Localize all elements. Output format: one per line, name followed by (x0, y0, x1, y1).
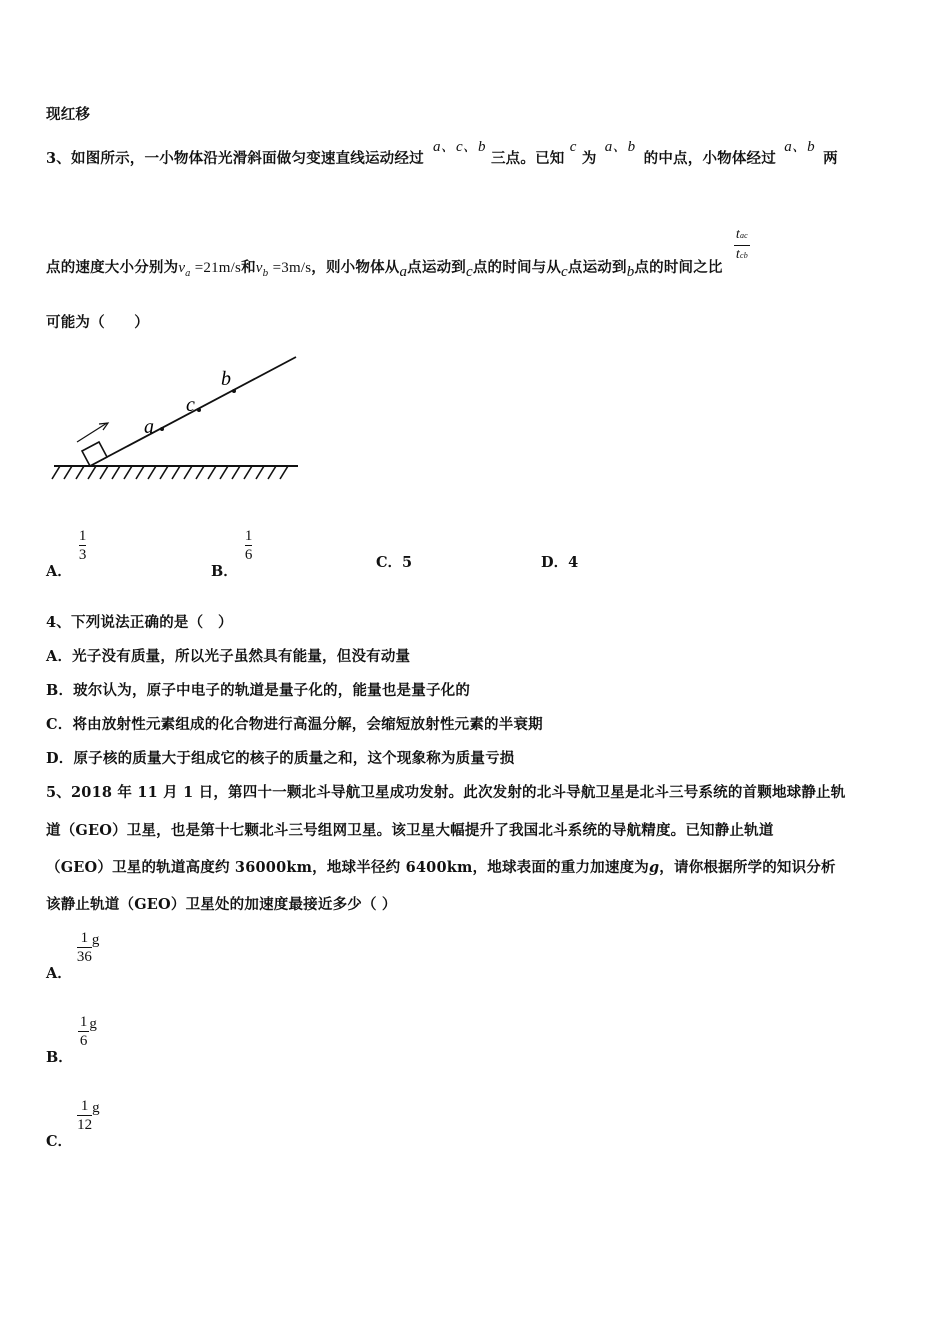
va-expression: $v_a =21m/s$ (178, 259, 242, 279)
gravity-symbol: g (648, 859, 660, 876)
q4-option-b[interactable]: B．玻尔认为，原子中电子的轨道是量子化的，能量也是量子化的 (46, 682, 471, 699)
q3-option-d[interactable]: D．4 (541, 554, 579, 571)
q3-text-2: 三点。已知 (490, 150, 565, 167)
q4-option-a[interactable]: A．光子没有质量，所以光子虽然具有能量，但没有动量 (46, 648, 411, 665)
q5-option-a[interactable]: A． $\frac{1}{36}$ g (46, 930, 100, 982)
label-c: c (186, 394, 195, 416)
q3-option-b[interactable]: B． $\frac{1}{6}$ (211, 528, 253, 580)
incline-figure (46, 345, 306, 485)
q5-line-2: 道（GEO）卫星，也是第十七颗北斗三号组网卫星。该卫星大幅提升了我国北斗系统的导航精度。已知静止轨道 (46, 822, 774, 839)
q4-option-c[interactable]: C．将由放射性元素组成的化合物进行高温分解，会缩短放射性元素的半衰期 (46, 716, 543, 733)
q3-text-4: 的中点，小物体经过 (643, 150, 776, 167)
q5-option-c[interactable]: C． $\frac{1}{12}$ g (46, 1098, 100, 1150)
q3-text-9: 点的时间与从 (472, 258, 562, 276)
point-b (232, 389, 236, 393)
q3-line-3: 可能为（ ） (46, 314, 149, 331)
block (82, 442, 107, 466)
q3-text-8: 点运动到 (407, 258, 466, 276)
label-b: b (221, 368, 231, 390)
q3-text-11: 点的时间之比 (634, 258, 723, 276)
ground-hatching (52, 466, 288, 479)
q5-line-3: （GEO）卫星的轨道高度约 36000km，地球半径约 6400km，地球表面的重力加速度为g，请你根据所学的知识分析 (46, 859, 836, 876)
q5-line-1: 5、2018 年 11 月 1 日，第四十一颗北斗导航卫星成功发射。此次发射的北斗导航卫星是北斗三号系统的首颗地球静止轨 (46, 784, 846, 801)
label-a: a (144, 416, 154, 438)
q3-line-1 (46, 139, 838, 168)
vb-expression: $v_b =3m/s$ (255, 259, 312, 279)
q3-text-7: ，则小物体从 (311, 258, 400, 276)
q3-and: 和 (241, 258, 256, 276)
q3-line-2 (46, 226, 750, 280)
q3-points-ab: a、b (604, 139, 636, 155)
q5-line-4: 该静止轨道（GEO）卫星处的加速度最接近多少（ ） (46, 896, 397, 913)
point-a (160, 427, 164, 431)
q3-option-a[interactable]: A． $\frac{1}{3}$ (46, 528, 87, 580)
q3-points-acb: a、c、b (433, 139, 486, 155)
time-ratio-fraction: $\frac{\text{tac}}{\text{tcb}}$ (735, 227, 748, 262)
q5-option-b[interactable]: B． $\frac{1}{6}$ g (46, 1014, 97, 1066)
motion-arrow (77, 423, 107, 442)
q3-var-c: c (465, 263, 473, 280)
q3-option-c[interactable]: C．5 (376, 554, 413, 571)
q3-text-1: 3、如图所示，一小物体沿光滑斜面做匀变速直线运动经过 (46, 150, 424, 167)
q3-text-10: 点运动到 (567, 258, 627, 276)
intro-line: 现红移 (46, 106, 91, 123)
q3-text-6: 点的速度大小分别为 (46, 258, 179, 276)
q3-var-b: b (626, 263, 635, 280)
q3-var-c-2: c (561, 263, 568, 280)
q4-option-d[interactable]: D．原子核的质量大于组成它的核子的质量之和，这个现象称为质量亏损 (46, 750, 515, 767)
q3-point-c: c (569, 139, 577, 155)
point-c (197, 408, 201, 412)
q3-var-a: a (399, 263, 408, 280)
q4-stem: 4、下列说法正确的是（ ） (46, 614, 233, 631)
q3-text-5: 两 (823, 150, 838, 167)
arrow-head (99, 423, 108, 430)
q3-points-ab-2: a、b (784, 139, 815, 155)
q3-text-3: 为 (581, 150, 597, 167)
